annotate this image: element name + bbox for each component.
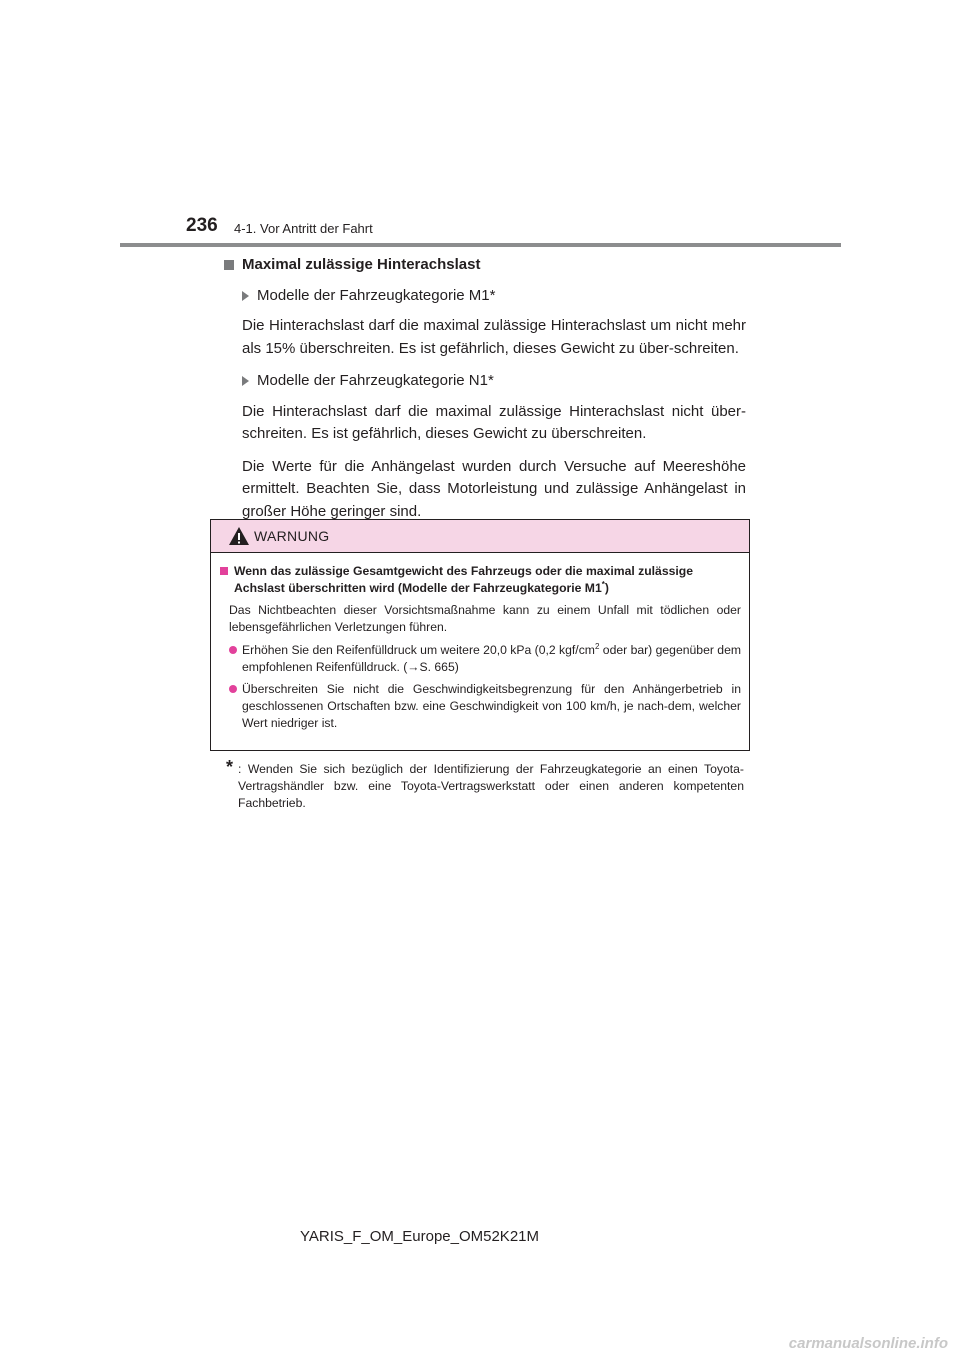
watermark: carmanualsonline.info: [788, 1335, 948, 1352]
warning-bullet: [229, 681, 741, 732]
warning-bullet: [229, 642, 741, 676]
warning-body: [211, 553, 749, 732]
paragraph: Die Hinterachslast darf die maximal zulässige Hinterachslast nicht über-schreiten. Es ist gefährlich, dieses Gewicht zu überschreiten.: [242, 402, 746, 442]
warning-triangle-icon: [228, 526, 250, 546]
page-number: 236: [186, 215, 218, 236]
sub-heading-n1-text: Modelle der Fahrzeugkategorie N1*: [257, 372, 494, 389]
sub-heading-m1: [242, 285, 746, 308]
paragraph: Die Werte für die Anhängelast wurden durch Versuche auf Meereshöhe ermittelt. Beachten Sie, dass Motorleistung und zulässige Anhängelast in großer Höhe geringer sind.: [242, 457, 746, 520]
warning-text: Das Nichtbeachten dieser Vorsichtsmaßnahme kann zu einem Unfall mit tödlichen oder lebensgefährlichen Verletzungen führen.: [229, 603, 741, 634]
document-id: YARIS_F_OM_Europe_OM52K21M: [300, 1228, 539, 1245]
warning-box: [210, 519, 750, 751]
triangle-arrow-icon: [242, 291, 249, 301]
square-bullet-icon: [224, 260, 234, 270]
warning-bullet-text: Überschreiten Sie nicht die Geschwindigkeitsbegrenzung für den Anhängerbetrieb in geschlossenen Ortschaften bzw. eine Geschwindigkeit von 100 km/h, je nach-dem, welcher Wert niedriger ist.: [242, 682, 741, 730]
footnote-text: : Wenden Sie sich bezüglich der Identifizierung der Fahrzeugkategorie an einen Toyota-Vertragshändler bzw. eine Toyota-Vertragswerkstatt oder einen anderen kompetenten Fachbetrieb.: [238, 762, 744, 810]
section-heading-text: Maximal zulässige Hinterachslast: [242, 256, 481, 273]
sub-heading-m1-text: Modelle der Fahrzeugkategorie M1*: [257, 286, 496, 304]
warning-header: [211, 520, 749, 553]
paragraph: Die Hinterachslast darf die maximal zulässige Hinterachslast um nicht mehr als 15% überschreiten. Es ist gefährlich, dieses Gewicht zu über-schreiten.: [242, 317, 746, 357]
footnote: [226, 757, 744, 812]
footnote-star: *: [226, 757, 234, 777]
section-heading: [224, 254, 746, 277]
main-content: [224, 254, 746, 533]
sub-heading-n1: [242, 370, 746, 393]
warning-title: WARNUNG: [254, 528, 330, 544]
triangle-arrow-icon: [242, 376, 249, 386]
warning-heading-text: Wenn das zulässige Gesamtgewicht des Fahrzeugs oder die maximal zulässige Achslast überschritten wird (Modelle der Fahrzeugkategorie M1*): [234, 564, 693, 595]
pink-dot-bullet-icon: [229, 685, 237, 693]
section-header: 4-1. Vor Antritt der Fahrt: [234, 221, 373, 236]
pink-square-bullet-icon: [220, 567, 228, 575]
warning-heading: [220, 563, 741, 597]
pink-dot-bullet-icon: [229, 646, 237, 654]
warning-bullet-text: Erhöhen Sie den Reifenfülldruck um weitere 20,0 kPa (0,2 kgf/$cm^2$ oder bar) gegenüber dem empfohlenen Reifenfülldruck. (→S. 665): [242, 641, 742, 674]
header-rule: [120, 243, 841, 247]
